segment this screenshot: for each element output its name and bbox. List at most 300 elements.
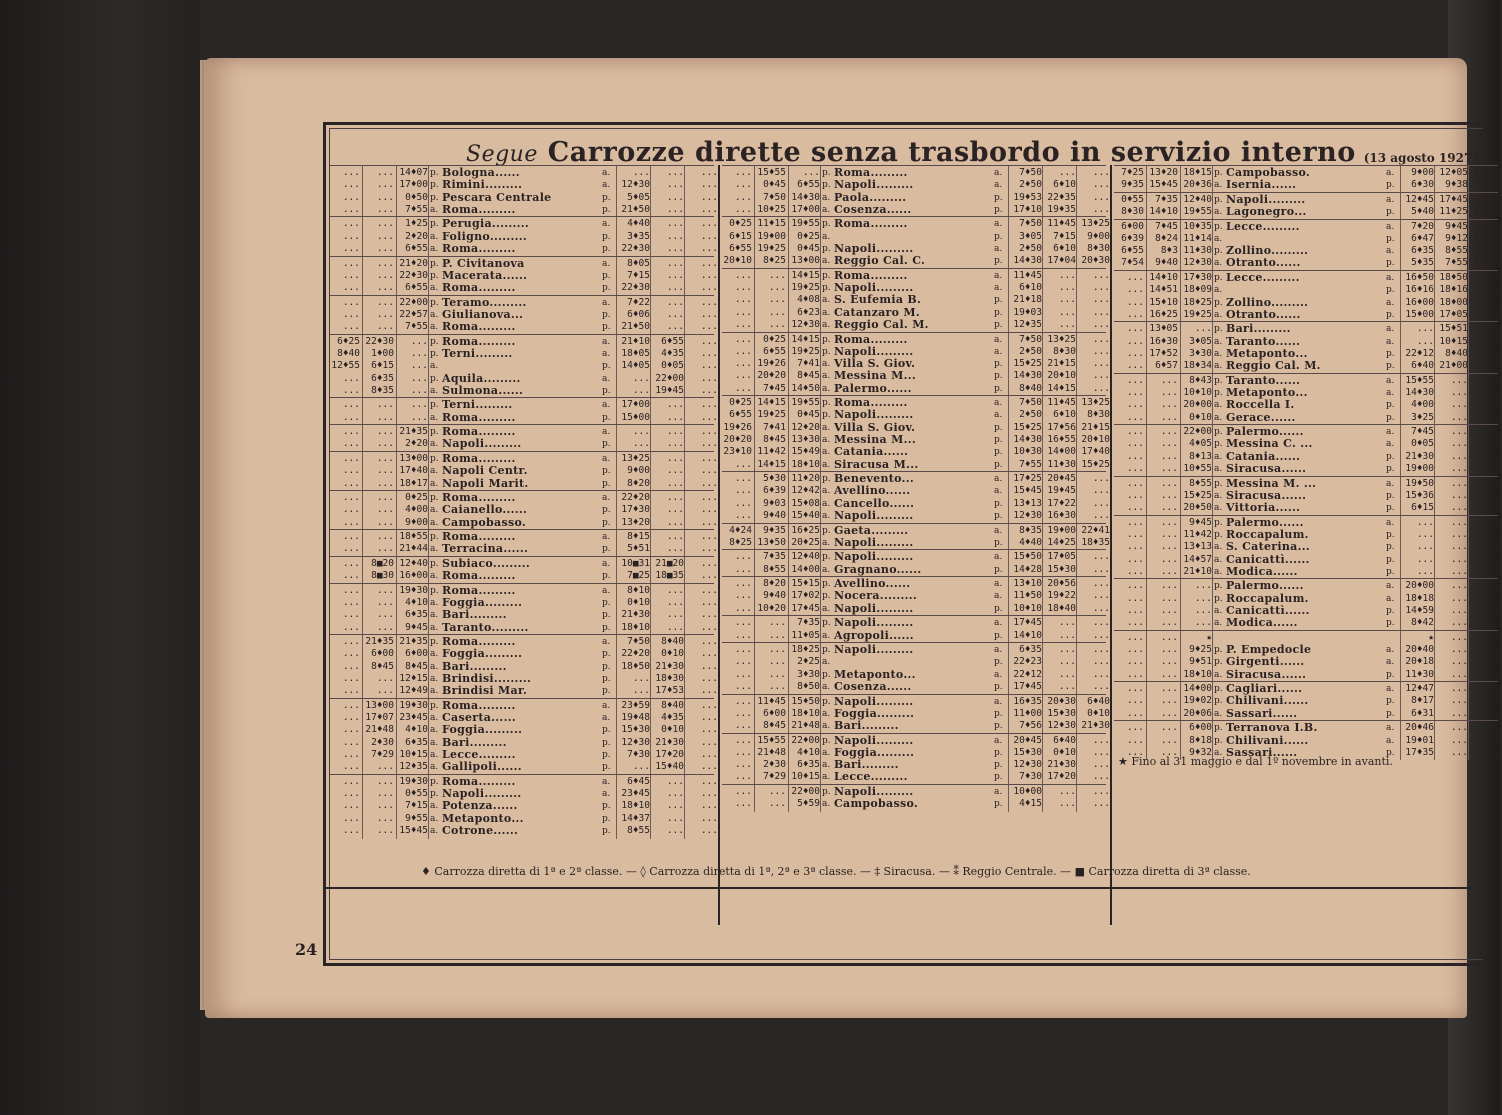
arr-dep-marker: p.: [602, 686, 611, 697]
return-time: 3♦35: [627, 230, 650, 242]
return-time: ...: [1484, 668, 1502, 680]
departure-time: ...: [1160, 695, 1178, 707]
arr-dep-marker: a.: [822, 681, 831, 692]
timetable-row: [722, 332, 1110, 346]
return-time: 4♦00: [1411, 399, 1434, 411]
return-time: ...: [1484, 502, 1502, 514]
return-time: 17♦20: [655, 749, 684, 761]
return-time: ...: [1484, 323, 1502, 335]
return-time: 21♦30: [655, 736, 684, 748]
arr-dep-marker: a.: [822, 799, 831, 810]
departure-time: 22♦00: [399, 296, 428, 308]
arr-dep-marker: p.: [430, 454, 439, 464]
station-name: Foggia.........: [442, 596, 523, 610]
station-name: Brindisi Mar.: [442, 684, 528, 698]
timetable-row: [1114, 527, 1502, 541]
departure-time: 10♦10: [1183, 387, 1212, 399]
return-time: 19♦45: [655, 384, 684, 396]
arr-dep-marker: p.: [1214, 645, 1223, 656]
departure-time: 14♦15: [791, 333, 820, 345]
station-name: Lagonegro...: [1226, 205, 1307, 219]
return-time: ...: [1484, 528, 1502, 540]
arr-dep-marker: p.: [430, 789, 439, 800]
departure-time: 10♦20: [757, 602, 786, 614]
arr-dep-marker: a.: [822, 721, 831, 732]
return-time: 6♦10: [1053, 179, 1076, 191]
station-name: Canicattì......: [1226, 552, 1310, 566]
return-time: ...: [632, 438, 650, 450]
return-time: 4♦15: [1019, 798, 1042, 810]
return-time: ...: [1484, 399, 1502, 411]
station-name: Terni.........: [442, 346, 513, 360]
timetable-row: [1114, 232, 1502, 245]
station-name: Girgenti......: [1226, 655, 1305, 669]
station-name: Roma.........: [442, 410, 516, 424]
timetable-row: [330, 530, 718, 544]
timetable-row: [330, 425, 718, 439]
return-time: 6♦10: [1019, 282, 1042, 294]
arr-dep-marker: p.: [994, 435, 1003, 446]
timetable-row: [722, 667, 1110, 681]
arr-dep-marker: p.: [994, 799, 1003, 810]
arr-dep-marker: p.: [1214, 297, 1223, 308]
departure-time: 6♦35: [405, 736, 428, 748]
arr-dep-marker: p.: [822, 618, 831, 629]
return-time: 20♦30: [1081, 255, 1110, 267]
arr-dep-marker: p.: [602, 231, 611, 242]
departure-time: 7♦29: [763, 771, 786, 783]
return-time: 7♦55: [1445, 257, 1468, 269]
departure-time: 14♦50: [791, 382, 820, 394]
arr-dep-marker: a.: [1386, 735, 1395, 746]
departure-time: ...: [1126, 528, 1144, 540]
departure-time: 4♦08: [797, 294, 820, 306]
departure-time: ...: [410, 399, 428, 411]
station-name: Avellino......: [834, 577, 911, 591]
arr-dep-marker: a.: [602, 400, 611, 411]
return-time: 22♦30: [621, 282, 650, 294]
return-time: 23♦45: [1473, 193, 1502, 205]
route-block: [722, 615, 1110, 643]
timetable-row: [722, 643, 1110, 657]
arr-dep-marker: p.: [1386, 696, 1395, 707]
departure-time: 19♦25: [791, 282, 820, 294]
station-name: Gaeta.........: [834, 523, 909, 537]
station-name: Roma.........: [442, 334, 516, 348]
return-time: 18♦10: [621, 621, 650, 633]
departure-time: ...: [734, 167, 752, 178]
return-time: 7♦50: [1019, 167, 1042, 178]
departure-time: 9♦25: [1189, 644, 1212, 656]
route-block: [722, 576, 1110, 616]
departure-time: ...: [376, 191, 394, 203]
arr-dep-marker: a.: [822, 319, 831, 330]
return-time: ...: [1092, 656, 1110, 668]
arr-dep-marker: p.: [430, 373, 439, 384]
route-block: [1114, 681, 1502, 721]
station-name: Messina M...: [834, 369, 916, 383]
departure-time: ...: [342, 699, 360, 711]
arr-dep-marker: a.: [822, 772, 831, 783]
timetable-row: [330, 503, 718, 517]
arr-dep-marker: a.: [602, 776, 611, 787]
timetable-row: [1114, 706, 1502, 720]
station-name: Messina C. ...: [1226, 437, 1313, 451]
departure-time: 22♦30: [365, 335, 394, 347]
return-time: 14♦10: [1013, 629, 1042, 641]
arr-dep-marker: p.: [1386, 708, 1395, 719]
station-name: Campobasso.: [834, 797, 919, 811]
route-block: [1114, 630, 1502, 682]
timetable-row: [722, 293, 1110, 307]
departure-time: 4♦10: [405, 597, 428, 609]
arr-dep-marker: a.: [430, 231, 439, 242]
departure-time: 17♦00: [791, 203, 820, 215]
station-name: Roma.........: [442, 281, 516, 295]
timetable-row: [1114, 643, 1502, 657]
arr-dep-marker: p.: [430, 180, 439, 191]
departure-time: 13♦05: [1149, 323, 1178, 335]
station-name: Napoli.........: [834, 601, 914, 615]
return-time: ...: [700, 167, 718, 178]
return-time: 15♦25: [1013, 421, 1042, 433]
return-time: 21■20: [655, 558, 684, 569]
timetable-row: [722, 472, 1110, 486]
departure-time: ...: [342, 282, 360, 294]
station-name: Nocera.........: [834, 589, 917, 603]
departure-time: 14♦15: [757, 458, 786, 470]
return-time: 14♦00: [1047, 446, 1076, 458]
departure-time: ...: [734, 786, 752, 797]
departure-time: 9♦32: [1189, 746, 1212, 758]
timetable-row: [330, 371, 718, 385]
timetable-row: [1114, 425, 1502, 439]
departure-time: ...: [1126, 399, 1144, 411]
departure-time: ...: [342, 621, 360, 633]
departure-time: 7♦15: [405, 800, 428, 812]
station-name: Teramo.........: [442, 295, 527, 309]
return-time: ...: [1416, 553, 1434, 565]
station-name: Pescara Centrale: [442, 190, 552, 204]
return-time: 12♦30: [1047, 720, 1076, 732]
departure-time: 22♦00: [791, 786, 820, 797]
arr-dep-marker: p.: [822, 669, 831, 680]
departure-time: 2♦20: [405, 438, 428, 450]
departure-time: 13♦30: [791, 434, 820, 446]
timetable-row: [330, 620, 718, 634]
departure-time: ...: [734, 485, 752, 497]
timetable-row: [722, 770, 1110, 784]
departure-time: 9♦40: [763, 590, 786, 602]
return-time: ...: [666, 775, 684, 787]
return-time: ...: [700, 360, 718, 372]
arr-dep-marker: a.: [1386, 657, 1395, 668]
return-time: ...: [700, 761, 718, 773]
return-time: ...: [1092, 734, 1110, 746]
return-time: ...: [632, 673, 650, 685]
return-time: 12♦45: [1405, 193, 1434, 205]
station-name: Sulmona......: [442, 383, 524, 397]
return-time: 14♦30: [1013, 255, 1042, 267]
station-name: Villa S. Giov.: [834, 357, 916, 371]
station-name: Chilivani......: [1226, 694, 1309, 708]
return-time: 8♦10: [627, 584, 650, 596]
station-name: Otranto......: [1226, 256, 1301, 270]
arr-dep-marker: a.: [1214, 554, 1223, 565]
arr-dep-marker: a.: [994, 787, 1003, 797]
arr-dep-marker: a.: [822, 359, 831, 370]
arr-dep-marker: p.: [822, 398, 831, 409]
return-time: ...: [666, 788, 684, 800]
departure-time: 6♦57: [1155, 360, 1178, 372]
departure-time: ...: [376, 257, 394, 269]
departure-time: 15♦15: [791, 578, 820, 590]
route-block: [1114, 321, 1502, 373]
return-time: ...: [1058, 680, 1076, 692]
return-time: 11♦45: [1047, 397, 1076, 409]
station-name: Foggia.........: [442, 647, 523, 661]
return-time: 20♦10: [1081, 434, 1110, 446]
return-time: ...: [666, 584, 684, 596]
station-name: Terni.........: [442, 398, 513, 412]
arr-dep-marker: p.: [602, 478, 611, 489]
station-name: Roma.........: [442, 569, 516, 583]
departure-time: ...: [768, 617, 786, 629]
arr-dep-marker: a.: [994, 168, 1003, 178]
departure-time: ...: [342, 411, 360, 423]
return-time: 4♦40: [627, 218, 650, 230]
departure-time: 17♦00: [399, 179, 428, 191]
return-time: 2♦50: [1019, 409, 1042, 421]
departure-time: 2♦30: [371, 736, 394, 748]
timetable-row: [722, 628, 1110, 642]
timetable-row: [722, 616, 1110, 630]
return-time: ...: [700, 788, 718, 800]
station-name: Brindisi.........: [442, 672, 532, 686]
departure-time: 15♦55: [757, 167, 786, 178]
departure-time: 1♦25: [405, 218, 428, 230]
departure-time: ...: [1160, 631, 1178, 643]
return-time: 10♦10: [1013, 602, 1042, 614]
station-name: Bari.........: [442, 659, 507, 673]
departure-time: 6♦55: [405, 242, 428, 254]
departure-time: ...: [1194, 323, 1212, 335]
return-time: ...: [666, 191, 684, 203]
return-time: ...: [700, 492, 718, 504]
timetable-row: [330, 557, 718, 570]
return-time: 4♦35: [661, 712, 684, 724]
arr-dep-marker: p.: [430, 400, 439, 411]
return-time: 23♦59: [621, 699, 650, 711]
station-name: Giulianova...: [442, 307, 524, 321]
route-block: [722, 642, 1110, 694]
departure-time: 11♦15: [757, 218, 786, 230]
arr-dep-marker: p.: [602, 517, 611, 528]
departure-time: ...: [342, 399, 360, 411]
station-name: Palermo......: [1226, 579, 1304, 593]
timetable-row: [722, 797, 1110, 811]
return-time: 0♦10: [661, 648, 684, 660]
departure-time: 6♦55: [729, 242, 752, 254]
station-name: S. Eufemia B.: [834, 293, 922, 307]
departure-time: 14♦00: [1183, 683, 1212, 695]
arr-dep-marker: a.: [430, 361, 439, 372]
arr-dep-marker: p.: [822, 334, 831, 345]
departure-time: ...: [734, 734, 752, 746]
arr-dep-marker: a.: [602, 258, 611, 269]
return-time: ...: [1092, 578, 1110, 590]
departure-time: 0♦45: [797, 409, 820, 421]
return-time: 14♦59: [1405, 604, 1434, 616]
route-block: [330, 583, 718, 635]
timetable-row: [330, 542, 718, 556]
station-name: Napoli.........: [834, 733, 914, 747]
arr-dep-marker: a.: [994, 579, 1003, 590]
return-time: ...: [700, 504, 718, 516]
route-block: [330, 634, 718, 699]
timetable-row: [330, 464, 718, 478]
timetable-row: [722, 535, 1110, 549]
departure-time: 9♦51: [1189, 656, 1212, 668]
departure-time: 2♦30: [763, 759, 786, 771]
route-block: [722, 549, 1110, 577]
departure-time: 8♦25: [729, 536, 752, 548]
departure-time: ...: [1126, 541, 1144, 553]
return-time: 20♦45: [1047, 473, 1076, 485]
departure-time: 8♦45: [405, 660, 428, 672]
departure-time: ...: [1160, 463, 1178, 475]
return-time: 18♦10: [621, 800, 650, 812]
route-block: [722, 268, 1110, 333]
return-time: 5♦51: [627, 543, 650, 555]
timetable-row: [330, 202, 718, 216]
arr-dep-marker: p.: [1386, 503, 1395, 514]
departure-time: ...: [376, 673, 394, 685]
return-time: ...: [700, 775, 718, 787]
return-time: 6♦31: [1411, 707, 1434, 719]
timetable-row: [1114, 322, 1502, 336]
return-time: 7♦50: [1019, 333, 1042, 345]
timetable-row: [1114, 564, 1502, 578]
timetable-row: [722, 733, 1110, 747]
return-time: ...: [700, 597, 718, 609]
station-name: Gallipoli......: [442, 760, 522, 774]
departure-time: 15♦50: [791, 695, 820, 707]
return-time: ...: [1450, 374, 1468, 386]
station-name: Siracusa......: [1226, 462, 1307, 476]
departure-time: ...: [1126, 668, 1144, 680]
return-time: 22♦20: [621, 648, 650, 660]
departure-time: ...: [376, 788, 394, 800]
return-time: ...: [700, 660, 718, 672]
station-name: Lecce.........: [1226, 271, 1300, 284]
departure-time: ...: [1126, 631, 1144, 643]
departure-time: 15♦25: [1183, 489, 1212, 501]
return-time: 15♦30: [1047, 563, 1076, 575]
arr-dep-marker: p.: [994, 231, 1003, 242]
return-time: 17♦25: [1013, 473, 1042, 485]
departure-time: ...: [1194, 592, 1212, 604]
return-time: 16♦50: [1405, 272, 1434, 283]
arr-dep-marker: a.: [1214, 542, 1223, 553]
arr-dep-marker: a.: [430, 750, 439, 761]
return-time: 11♦50: [1013, 590, 1042, 602]
arr-dep-marker: p.: [994, 708, 1003, 719]
timetable-row: [1114, 616, 1502, 630]
return-time: 7♦56: [1019, 720, 1042, 732]
departure-time: 21♦35: [399, 636, 428, 648]
timetable-row: [722, 577, 1110, 591]
return-time: 11♦30: [1047, 458, 1076, 470]
arr-dep-marker: p.: [994, 630, 1003, 641]
return-time: ...: [1092, 485, 1110, 497]
departure-time: 12♦30: [1183, 257, 1212, 269]
arr-dep-marker: a.: [1214, 503, 1223, 514]
timetable-row: [330, 799, 718, 813]
timetable-row: [330, 190, 718, 204]
return-time: 5♦05: [627, 191, 650, 203]
arr-dep-marker: a.: [822, 447, 831, 458]
arr-dep-marker: a.: [430, 737, 439, 748]
arr-dep-marker: a.: [994, 270, 1003, 281]
departure-time: 3♦30: [1189, 347, 1212, 359]
return-time: ...: [666, 543, 684, 555]
departure-time: 12♦35: [399, 761, 428, 773]
departure-time: 23♦10: [723, 446, 752, 458]
arr-dep-marker: a.: [430, 713, 439, 724]
return-time: ...: [666, 621, 684, 633]
arr-dep-marker: a.: [1214, 669, 1223, 680]
departure-time: 6♦55: [1121, 245, 1144, 257]
route-block: [722, 165, 1110, 217]
departure-time: ...: [734, 306, 752, 318]
return-time: ...: [1450, 528, 1468, 540]
station-name: Roma.........: [834, 268, 908, 282]
departure-time: 13♦20: [1149, 167, 1178, 178]
return-time: 7■25: [627, 570, 650, 582]
arr-dep-marker: a.: [1214, 233, 1223, 244]
return-time: ...: [666, 321, 684, 333]
return-time: ...: [666, 438, 684, 450]
departure-time: 2♦25: [797, 656, 820, 668]
return-time: ...: [700, 438, 718, 450]
arr-dep-marker: p.: [430, 168, 439, 178]
timetable-row: [1114, 219, 1502, 233]
timetable-row: [722, 217, 1110, 231]
return-time: 9♦12: [1445, 232, 1468, 244]
return-time: 15♦25: [1081, 458, 1110, 470]
return-time: 17♦22: [1047, 497, 1076, 509]
departure-time: ...: [1160, 528, 1178, 540]
return-time: 8♦30: [1087, 409, 1110, 421]
departure-time: ...: [1160, 399, 1178, 411]
return-time: 10♦15: [1439, 335, 1468, 347]
return-time: 17♦30: [621, 504, 650, 516]
station-name: Zollino.........: [1226, 244, 1309, 258]
arr-dep-marker: a.: [430, 649, 439, 660]
arr-dep-marker: a.: [822, 564, 831, 575]
route-block: [722, 216, 1110, 268]
arr-dep-marker: p.: [994, 422, 1003, 433]
return-time: 21♦30: [655, 660, 684, 672]
return-time: ★: [1428, 631, 1434, 643]
return-time: ...: [1092, 497, 1110, 509]
timetable-row: [1114, 631, 1502, 644]
return-time: 18♦30: [655, 673, 684, 685]
arr-dep-marker: p.: [822, 552, 831, 563]
departure-time: ...: [1160, 722, 1178, 734]
departure-time: ...: [342, 516, 360, 528]
